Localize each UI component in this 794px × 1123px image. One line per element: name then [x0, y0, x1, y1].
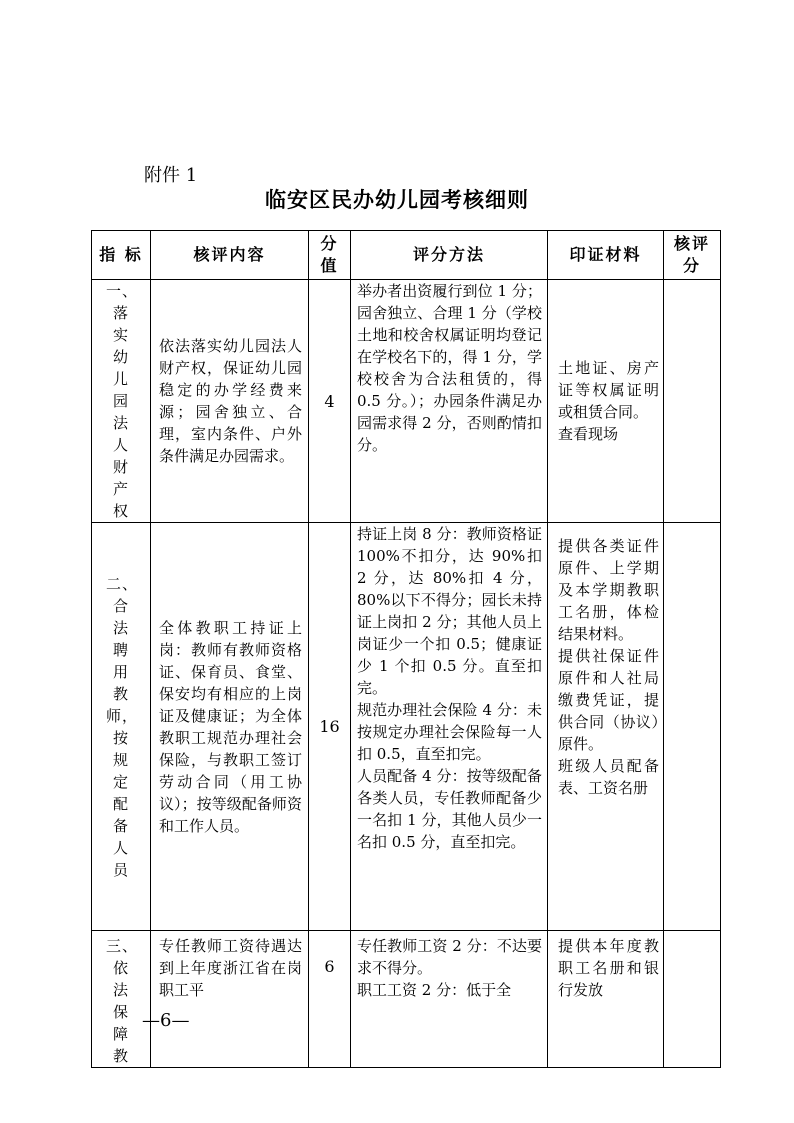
- attachment-label: 附件 1: [144, 165, 198, 186]
- assessment-table: [91, 230, 721, 1068]
- header-content: 核评内容: [151, 231, 309, 280]
- row-check: [664, 280, 721, 523]
- header-method: 评分方法: [351, 231, 548, 280]
- table-header-row: [92, 231, 721, 280]
- row-check: [664, 523, 721, 931]
- row-index: 二、合法聘用教师，按规定配备人员: [92, 523, 151, 931]
- row-index: 一、落实幼儿园法人财产权: [92, 280, 151, 523]
- table-row: [92, 280, 721, 523]
- row-evidence: 提供本年度教职工名册和银行发放: [548, 931, 664, 1068]
- header-score: 分值: [309, 231, 351, 280]
- document-title: 临安区民办幼儿园考核细则: [265, 187, 529, 212]
- row-score: 4: [309, 280, 351, 523]
- row-evidence: 土地证、房产证等权属证明或租赁合同。 查看现场: [548, 280, 664, 523]
- row-content: 专任教师工资待遇达到上年度浙江省在岗职工平: [151, 931, 309, 1068]
- header-check: 核评分: [664, 231, 721, 280]
- table-row: [92, 931, 721, 1068]
- page-number: —6—: [142, 1010, 190, 1031]
- row-method: 持证上岗 8 分：教师资格证 100%不扣分，达 90%扣 2 分，达 80%扣 4 分，80%以下不得分；园长未持证上岗扣 2 分；其他人员上岗证少一个扣 0.5；健康证少 1 个扣 0.5 分。直至扣完。 规范办理社会保险 4 分：未按规定办理社会保险每一人扣 0.5，直至扣完。 人员配备 4 分：按等级配备各类人员，专任教师配备少一名扣 1 分，其他人员少一名扣 0.5 分，直至扣完。: [351, 523, 548, 931]
- row-evidence: 提供各类证件原件、上学期及本学期教职工名册，体检结果材料。 提供社保证件原件和人社局缴费凭证，提供合同（协议）原件。 班级人员配备表、工资名册: [548, 523, 664, 931]
- table-row: [92, 523, 721, 931]
- row-score: 16: [309, 523, 351, 931]
- row-method: 专任教师工资 2 分：不达要求不得分。 职工工资 2 分：低于全: [351, 931, 548, 1068]
- row-method: 举办者出资履行到位 1 分；园舍独立、合理 1 分（学校土地和校舍权属证明均登记在学校名下的，得 1 分，学校校舍为合法租赁的，得 0.5 分。）；办园条件满足办园需求得 2 分，否则酌情扣分。: [351, 280, 548, 523]
- row-content: 全体教职工持证上岗：教师有教师资格证、保育员、食堂、保安均有相应的上岗证及健康证；为全体教职工规范办理社会保险，与教职工签订劳动合同（用工协议）；按等级配备师资和工作人员。: [151, 523, 309, 931]
- row-content: 依法落实幼儿园法人财产权，保证幼儿园稳定的办学经费来源；园舍独立、合理，室内条件、户外条件满足办园需求。: [151, 280, 309, 523]
- header-evidence: 印证材料: [548, 231, 664, 280]
- row-score: 6: [309, 931, 351, 1068]
- header-index: 指 标: [92, 231, 151, 280]
- row-index: 三、依法保障教: [92, 931, 151, 1068]
- row-check: [664, 931, 721, 1068]
